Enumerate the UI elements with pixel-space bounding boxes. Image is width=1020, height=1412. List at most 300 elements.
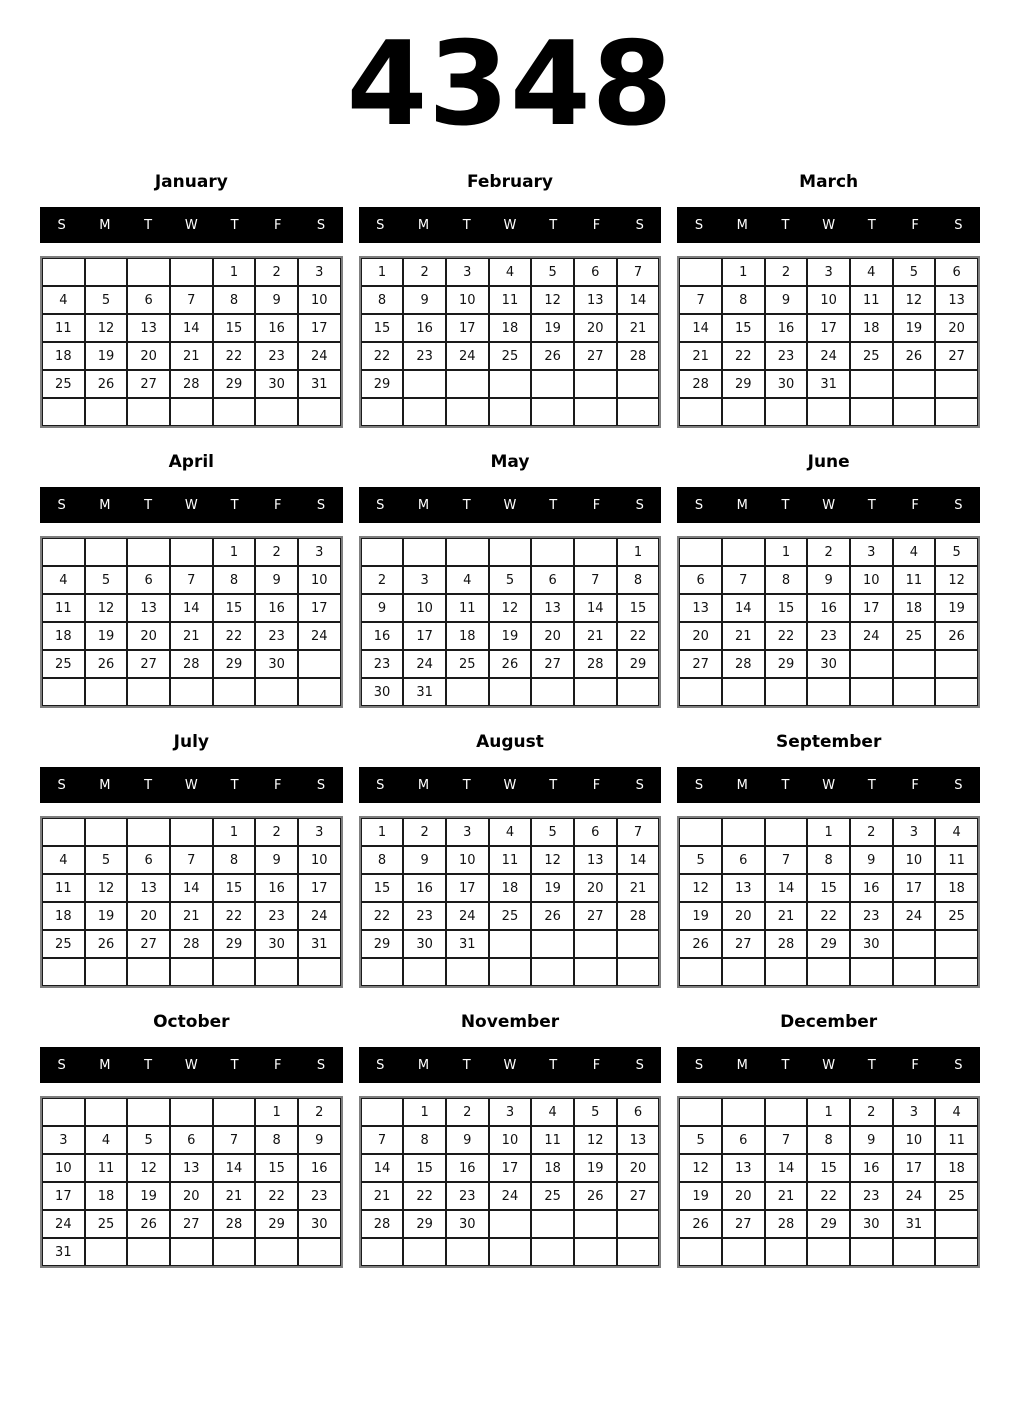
day-cell: 2 [361,566,404,594]
weekday-label: S [694,497,704,513]
day-cell: 4 [850,258,893,286]
day-cell-empty [893,370,936,398]
day-cell: 4 [42,286,85,314]
month-grid [677,256,980,428]
day-cell-empty [574,1210,617,1238]
day-cell: 20 [127,622,170,650]
weekday-label: S [954,497,963,513]
day-cell: 23 [850,902,893,930]
day-cell-empty [127,258,170,286]
day-cell-empty [765,818,808,846]
day-cell: 20 [722,1182,765,1210]
day-cell: 13 [935,286,978,314]
day-cell: 9 [361,594,404,622]
week-row [679,622,978,650]
day-cell: 30 [446,1210,489,1238]
weekday-label: F [592,777,601,793]
day-cell-empty [850,398,893,426]
day-cell-empty [361,398,404,426]
day-cell-empty [446,370,489,398]
day-cell-empty [42,818,85,846]
day-cell-empty [935,958,978,986]
weekday-label: T [230,217,239,233]
day-cell: 21 [765,1182,808,1210]
day-cell-empty [722,958,765,986]
weekday-label: W [822,777,836,793]
day-cell-empty [893,650,936,678]
weekday-label: M [736,497,748,513]
day-cell: 2 [255,818,298,846]
month-title: September [775,732,882,752]
day-cell: 6 [574,818,617,846]
month-grid [40,1096,343,1268]
day-cell: 22 [361,902,404,930]
day-cell: 12 [85,314,128,342]
day-cell: 12 [489,594,532,622]
day-cell: 21 [765,902,808,930]
day-cell: 13 [170,1154,213,1182]
day-cell-empty [807,678,850,706]
day-cell: 8 [255,1126,298,1154]
week-row [361,902,660,930]
day-cell: 21 [170,342,213,370]
day-cell: 12 [893,286,936,314]
week-row [679,818,978,846]
month-may [359,428,662,708]
day-cell: 6 [127,286,170,314]
day-cell: 16 [361,622,404,650]
weekday-label: W [822,1057,836,1073]
week-row [361,1182,660,1210]
weekday-label: S [635,497,644,513]
weekday-header [677,767,980,803]
day-cell: 27 [722,930,765,958]
day-cell: 13 [127,874,170,902]
weekday-label: S [954,1057,963,1073]
day-cell-empty [765,398,808,426]
day-cell: 3 [298,538,341,566]
day-cell: 17 [893,1154,936,1182]
day-cell: 9 [255,566,298,594]
day-cell-empty [127,398,170,426]
weekday-label: S [954,777,963,793]
weekday-label: S [635,777,644,793]
week-row [42,678,341,706]
weekday-label: S [376,1057,385,1073]
day-cell: 11 [850,286,893,314]
day-cell: 1 [213,258,256,286]
weekday-label: F [592,497,601,513]
day-cell: 7 [170,286,213,314]
weekday-header [40,1047,343,1083]
day-cell: 29 [807,1210,850,1238]
day-cell: 9 [255,846,298,874]
weekday-label: T [549,217,558,233]
week-row [361,958,660,986]
day-cell: 9 [255,286,298,314]
day-cell: 13 [722,1154,765,1182]
month-april [40,428,343,708]
day-cell: 14 [361,1154,404,1182]
month-title: January [154,172,228,192]
day-cell: 13 [531,594,574,622]
month-july [40,708,343,988]
day-cell: 23 [446,1182,489,1210]
day-cell-empty [807,398,850,426]
day-cell: 7 [170,566,213,594]
day-cell: 10 [446,846,489,874]
weekday-header [359,1047,662,1083]
day-cell: 27 [574,342,617,370]
day-cell: 25 [85,1210,128,1238]
day-cell: 7 [213,1126,256,1154]
day-cell-empty [298,398,341,426]
week-row [679,1098,978,1126]
day-cell: 20 [617,1154,660,1182]
day-cell-empty [42,398,85,426]
day-cell: 11 [489,846,532,874]
month-january [40,148,343,428]
day-cell: 19 [893,314,936,342]
day-cell: 28 [213,1210,256,1238]
day-cell: 20 [935,314,978,342]
day-cell: 1 [361,258,404,286]
week-row [42,342,341,370]
day-cell: 30 [807,650,850,678]
day-cell-empty [617,930,660,958]
day-cell-empty [403,398,446,426]
day-cell: 4 [489,258,532,286]
day-cell: 3 [807,258,850,286]
weekday-label: M [736,777,748,793]
day-cell: 8 [722,286,765,314]
weekday-label: T [867,1057,876,1073]
day-cell-empty [531,1210,574,1238]
month-title: July [173,732,209,752]
day-cell: 27 [127,930,170,958]
day-cell: 14 [170,874,213,902]
week-row [42,1126,341,1154]
month-grid [677,536,980,708]
week-row [679,258,978,286]
day-cell: 28 [617,342,660,370]
day-cell-empty [446,678,489,706]
day-cell-empty [298,1238,341,1266]
week-row [42,314,341,342]
week-row [42,874,341,902]
day-cell-empty [255,958,298,986]
day-cell-empty [531,930,574,958]
week-row [361,846,660,874]
day-cell: 28 [765,1210,808,1238]
day-cell: 23 [807,622,850,650]
day-cell: 29 [617,650,660,678]
day-cell: 24 [893,902,936,930]
day-cell: 18 [489,314,532,342]
day-cell: 30 [255,650,298,678]
day-cell-empty [893,1238,936,1266]
day-cell: 16 [255,314,298,342]
day-cell: 6 [170,1126,213,1154]
day-cell-empty [765,1098,808,1126]
day-cell: 23 [361,650,404,678]
week-row [42,566,341,594]
week-row [361,650,660,678]
day-cell: 22 [722,342,765,370]
day-cell: 17 [893,874,936,902]
day-cell-empty [255,678,298,706]
week-row [42,902,341,930]
week-row [679,314,978,342]
weekday-label: W [184,497,198,513]
month-grid [40,536,343,708]
day-cell: 24 [807,342,850,370]
weekday-label: S [635,1057,644,1073]
day-cell-empty [255,398,298,426]
day-cell: 21 [361,1182,404,1210]
week-row [361,1238,660,1266]
day-cell: 12 [531,846,574,874]
day-cell: 6 [679,566,722,594]
day-cell: 26 [85,930,128,958]
day-cell-empty [531,370,574,398]
week-row [361,286,660,314]
day-cell: 25 [850,342,893,370]
day-cell: 14 [617,846,660,874]
day-cell: 2 [298,1098,341,1126]
weekday-label: T [230,1057,239,1073]
day-cell: 6 [127,846,170,874]
day-cell-empty [42,958,85,986]
day-cell: 5 [85,566,128,594]
day-cell: 15 [807,1154,850,1182]
day-cell: 23 [298,1182,341,1210]
day-cell: 25 [893,622,936,650]
weekday-label: S [694,1057,704,1073]
day-cell: 5 [935,538,978,566]
day-cell: 3 [893,1098,936,1126]
day-cell-empty [893,930,936,958]
day-cell: 30 [255,370,298,398]
day-cell-empty [531,1238,574,1266]
week-row [361,1126,660,1154]
day-cell: 7 [617,818,660,846]
weekday-label: T [462,217,471,233]
day-cell: 19 [679,902,722,930]
day-cell: 16 [807,594,850,622]
day-cell: 9 [403,846,446,874]
day-cell-empty [722,538,765,566]
weekday-label: S [57,497,66,513]
day-cell: 5 [893,258,936,286]
day-cell: 12 [85,594,128,622]
month-november [359,988,662,1268]
day-cell: 29 [361,370,404,398]
day-cell: 24 [403,650,446,678]
day-cell: 28 [722,650,765,678]
day-cell: 24 [42,1210,85,1238]
day-cell-empty [85,818,128,846]
day-cell-empty [722,398,765,426]
day-cell: 5 [127,1126,170,1154]
day-cell: 17 [298,874,341,902]
day-cell: 19 [489,622,532,650]
week-row [42,1154,341,1182]
day-cell: 3 [489,1098,532,1126]
week-row [361,258,660,286]
day-cell-empty [213,398,256,426]
day-cell: 23 [765,342,808,370]
day-cell: 7 [361,1126,404,1154]
day-cell-empty [213,678,256,706]
weekday-header [677,1047,980,1083]
week-row [42,594,341,622]
day-cell: 1 [807,1098,850,1126]
day-cell: 10 [807,286,850,314]
day-cell: 13 [617,1126,660,1154]
day-cell: 28 [679,370,722,398]
day-cell-empty [489,1238,532,1266]
day-cell-empty [617,1210,660,1238]
day-cell: 21 [213,1182,256,1210]
day-cell: 30 [255,930,298,958]
weekday-label: W [503,777,517,793]
day-cell-empty [403,1238,446,1266]
day-cell: 24 [298,622,341,650]
day-cell: 8 [807,846,850,874]
day-cell: 21 [679,342,722,370]
day-cell: 4 [489,818,532,846]
day-cell: 3 [403,566,446,594]
weekday-label: W [184,777,198,793]
day-cell: 29 [361,930,404,958]
day-cell-empty [298,678,341,706]
day-cell: 26 [531,902,574,930]
day-cell: 7 [765,846,808,874]
day-cell: 27 [679,650,722,678]
week-row [42,1238,341,1266]
weekday-label: F [911,777,919,793]
week-row [679,1154,978,1182]
weekday-label: T [549,1057,558,1073]
day-cell: 6 [574,258,617,286]
day-cell: 6 [722,846,765,874]
day-cell: 18 [42,622,85,650]
day-cell: 6 [617,1098,660,1126]
day-cell: 1 [255,1098,298,1126]
weekday-label: M [417,1057,430,1073]
day-cell: 4 [42,566,85,594]
day-cell: 10 [489,1126,532,1154]
day-cell: 18 [446,622,489,650]
weekday-label: T [230,497,239,513]
weekday-header [40,767,343,803]
day-cell: 10 [893,1126,936,1154]
month-title: March [799,172,859,192]
week-row [42,398,341,426]
day-cell: 7 [617,258,660,286]
month-june [677,428,980,708]
day-cell-empty [361,958,404,986]
day-cell: 4 [935,818,978,846]
day-cell: 26 [935,622,978,650]
day-cell: 10 [42,1154,85,1182]
week-row [42,1210,341,1238]
day-cell: 2 [765,258,808,286]
weekday-label: M [99,497,111,513]
day-cell: 24 [446,342,489,370]
day-cell: 10 [298,566,341,594]
day-cell-empty [446,538,489,566]
day-cell: 27 [574,902,617,930]
day-cell: 16 [403,314,446,342]
weekday-label: W [822,497,836,513]
day-cell: 26 [85,650,128,678]
day-cell: 18 [42,342,85,370]
week-row [42,538,341,566]
day-cell-empty [85,398,128,426]
day-cell: 26 [531,342,574,370]
day-cell-empty [935,398,978,426]
day-cell: 25 [935,902,978,930]
day-cell-empty [255,1238,298,1266]
day-cell: 28 [170,930,213,958]
week-row [361,1154,660,1182]
day-cell: 10 [403,594,446,622]
day-cell: 14 [765,874,808,902]
week-row [42,930,341,958]
day-cell-empty [42,678,85,706]
day-cell: 8 [403,1126,446,1154]
weekday-label: S [694,777,704,793]
weekday-label: T [144,217,153,233]
day-cell: 30 [403,930,446,958]
day-cell: 30 [850,930,893,958]
day-cell: 7 [679,286,722,314]
day-cell: 8 [361,846,404,874]
day-cell: 11 [935,1126,978,1154]
day-cell: 5 [531,818,574,846]
day-cell: 22 [403,1182,446,1210]
day-cell-empty [679,818,722,846]
weekday-label: F [911,497,919,513]
day-cell: 16 [298,1154,341,1182]
day-cell: 18 [893,594,936,622]
weekday-label: W [503,217,517,233]
day-cell: 1 [213,538,256,566]
day-cell-empty [85,258,128,286]
day-cell-empty [170,818,213,846]
week-row [679,286,978,314]
day-cell: 30 [298,1210,341,1238]
weekday-label: M [99,1057,111,1073]
weekday-label: S [316,497,326,513]
day-cell: 15 [617,594,660,622]
day-cell: 2 [850,1098,893,1126]
day-cell: 18 [85,1182,128,1210]
day-cell-empty [935,370,978,398]
day-cell: 19 [127,1182,170,1210]
day-cell: 23 [255,622,298,650]
day-cell: 31 [298,930,341,958]
day-cell: 25 [42,930,85,958]
day-cell: 20 [531,622,574,650]
weekday-header [40,207,343,243]
day-cell: 23 [255,342,298,370]
day-cell: 5 [489,566,532,594]
day-cell: 18 [42,902,85,930]
day-cell: 17 [42,1182,85,1210]
